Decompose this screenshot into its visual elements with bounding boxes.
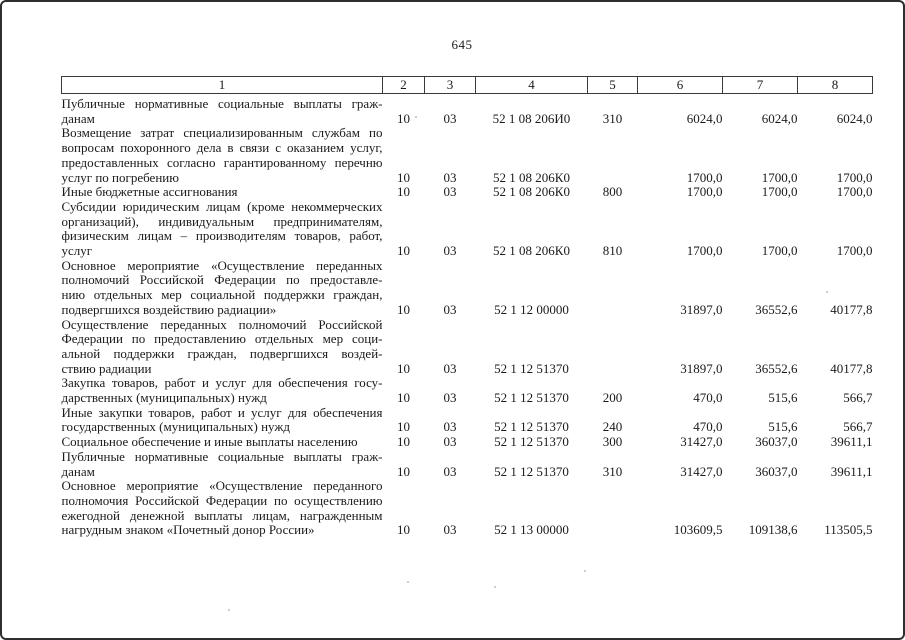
col8-cell: 6024,0	[836, 110, 873, 126]
col5-cell: 310	[602, 110, 623, 126]
column-header-3: 3	[425, 77, 476, 94]
row-title-line: полномочий Российской Федерации по предоставле-	[61, 272, 383, 288]
row-title-line: ежегодной денежной выплаты лицам, награжденным	[61, 507, 383, 523]
column-header-8: 8	[798, 77, 873, 94]
row-title-cell	[62, 94, 383, 127]
row-title-line: Осуществление переданных полномочий Российской	[61, 316, 383, 332]
column-header-6: 6	[638, 77, 723, 94]
column-header-2: 2	[383, 77, 425, 94]
row-title-line: организаций), индивидуальным предпринимателям,	[61, 213, 383, 229]
col7-cell: 1700,0	[761, 184, 798, 200]
row-title-line: полномочия Российской Федерации по осуществлению	[61, 492, 383, 508]
row-title-line: Социальное обеспечение и иные выплаты населению	[61, 434, 358, 450]
col6-cell: 103609,5	[673, 522, 723, 538]
row-title-line: услуг по погребению	[61, 169, 179, 185]
col7-cell: 109138,6	[748, 522, 798, 538]
col2-cell: 10	[397, 463, 410, 479]
row-title-cell	[62, 435, 383, 450]
col4-cell: 52 1 12 00000	[494, 301, 569, 317]
col2-cell: 10	[397, 243, 410, 259]
col8-cell: 39611,1	[830, 463, 873, 479]
column-header-7: 7	[723, 77, 798, 94]
col2-cell: 10	[397, 184, 410, 200]
table-row	[62, 126, 873, 185]
table-row	[62, 185, 873, 200]
row-title-cell	[62, 479, 383, 538]
col7-cell: 36552,6	[755, 360, 798, 376]
row-title-line: альной поддержки граждан, подвергшихся воздей-	[61, 345, 383, 361]
col4-cell: 52 1 08 206К0	[493, 184, 570, 200]
col2-cell: 10	[397, 169, 410, 185]
col8-cell: 1700,0	[836, 169, 873, 185]
col7-cell: 36552,6	[755, 301, 798, 317]
column-header-5: 5	[588, 77, 638, 94]
table-row	[62, 450, 873, 479]
row-title-line: Публичные нормативные социальные выплаты граж-	[61, 448, 383, 464]
row-title-line: Иные закупки товаров, работ и услуг для обеспечения	[61, 404, 383, 420]
col3-cell: 03	[443, 522, 457, 538]
row-title-line: Основное мероприятие «Осуществление переданных	[61, 257, 383, 273]
col4-cell: 52 1 12 51370	[494, 463, 569, 479]
col7-cell: 36037,0	[755, 463, 798, 479]
col2-cell: 10	[397, 434, 410, 450]
table-header	[62, 77, 873, 94]
col2-cell: 10	[397, 419, 410, 435]
col2-cell: 10	[397, 301, 410, 317]
col6-cell: 470,0	[693, 419, 723, 435]
col4-cell: 52 1 13 00000	[494, 522, 569, 538]
col7-cell: 1700,0	[761, 169, 798, 185]
col3-cell: 03	[443, 434, 457, 450]
col5-cell	[588, 479, 638, 538]
row-title-cell	[62, 126, 383, 185]
col4-cell: 52 1 08 206К0	[493, 169, 570, 185]
col4-cell: 52 1 08 206К0	[493, 243, 570, 259]
row-title-cell	[62, 185, 383, 200]
row-title-line: Закупка товаров, работ и услуг для обеспечения госу-	[61, 375, 383, 391]
row-title-cell	[62, 450, 383, 479]
col2-cell: 10	[397, 110, 410, 126]
row-title-cell	[62, 200, 383, 259]
row-title-line: данам	[61, 463, 95, 479]
col6-cell: 31427,0	[680, 463, 723, 479]
row-title-line: Возмещение затрат специализированным службам по	[61, 125, 383, 141]
col8-cell: 1700,0	[836, 243, 873, 259]
row-title-line: Основное мероприятие «Осуществление переданного	[61, 478, 383, 494]
table-row	[62, 259, 873, 318]
col6-cell: 1700,0	[686, 169, 723, 185]
col5-cell: 240	[602, 419, 623, 435]
col3-cell: 03	[443, 169, 457, 185]
col3-cell: 03	[443, 243, 457, 259]
col5-cell: 200	[602, 390, 623, 406]
table-row	[62, 94, 873, 127]
col2-cell: 10	[397, 360, 410, 376]
col6-cell: 1700,0	[686, 184, 723, 200]
col6-cell: 6024,0	[686, 110, 723, 126]
col3-cell: 03	[443, 390, 457, 406]
col7-cell: 36037,0	[755, 434, 798, 450]
col6-cell: 31427,0	[680, 434, 723, 450]
col8-cell: 40177,8	[830, 360, 873, 376]
table-row	[62, 376, 873, 405]
row-title-line: вопросам похоронного дела в связи с оказанием услуг,	[61, 140, 383, 156]
col5-cell: 300	[602, 434, 623, 450]
table-row	[62, 479, 873, 538]
row-title-line: предоставленных согласно гарантированному перечню	[61, 154, 383, 170]
row-title-line: дарственных (муниципальных) нужд	[61, 390, 267, 406]
col8-cell: 113505,5	[824, 522, 873, 538]
col4-cell: 52 1 12 51370	[494, 434, 569, 450]
col3-cell: 03	[443, 110, 457, 126]
table-row	[62, 406, 873, 435]
row-title-cell	[62, 406, 383, 435]
col2-cell: 10	[397, 522, 410, 538]
row-title-line: Федерации по предоставлению отдельных мер соци-	[61, 331, 383, 347]
budget-appropriations-table	[61, 76, 873, 538]
col3-cell: 03	[443, 301, 457, 317]
col6-cell: 470,0	[693, 390, 723, 406]
col6-cell: 31897,0	[680, 360, 723, 376]
row-title-line: ствию радиации	[61, 360, 152, 376]
col8-cell: 1700,0	[836, 184, 873, 200]
col5-cell: 310	[602, 463, 623, 479]
row-title-cell	[62, 318, 383, 377]
col5-cell	[588, 318, 638, 377]
table-row	[62, 200, 873, 259]
scan-speck	[584, 570, 586, 572]
row-title-line: нагрудным знаком «Почетный донор России»	[61, 522, 315, 538]
table-row	[62, 318, 873, 377]
col5-cell: 800	[602, 184, 623, 200]
col5-cell	[588, 259, 638, 318]
col4-cell: 52 1 08 206И0	[492, 110, 571, 126]
scan-speck	[494, 586, 496, 588]
col7-cell: 515,6	[768, 419, 798, 435]
row-title-line: Иные бюджетные ассигнования	[61, 184, 238, 200]
table-body	[62, 94, 873, 539]
scan-speck	[415, 116, 417, 118]
col6-cell: 31897,0	[680, 301, 723, 317]
row-title-line: государственных (муниципальных) нужд	[61, 419, 290, 435]
col8-cell: 39611,1	[830, 434, 873, 450]
col4-cell: 52 1 12 51370	[494, 360, 569, 376]
col7-cell: 1700,0	[761, 243, 798, 259]
col3-cell: 03	[443, 463, 457, 479]
column-number-header-row	[62, 77, 873, 94]
col4-cell: 52 1 12 51370	[494, 390, 569, 406]
row-title-line: Субсидии юридическим лицам (кроме некоммерческих	[61, 198, 383, 214]
col7-cell: 6024,0	[761, 110, 798, 126]
col8-cell: 40177,8	[830, 301, 873, 317]
col8-cell: 566,7	[843, 390, 873, 406]
col6-cell: 1700,0	[686, 243, 723, 259]
col8-cell: 566,7	[843, 419, 873, 435]
row-title-line: нию отдельных мер социальной поддержки граждан,	[61, 287, 383, 303]
row-title-line: данам	[61, 110, 95, 126]
col3-cell: 03	[443, 419, 457, 435]
col7-cell: 515,6	[768, 390, 798, 406]
row-title-line: физическим лицам – производителям товаров, работ,	[61, 228, 383, 244]
col5-cell: 810	[602, 243, 623, 259]
col5-cell	[588, 126, 638, 185]
column-header-4: 4	[476, 77, 588, 94]
page-number: 645	[451, 37, 473, 52]
row-title-cell	[62, 259, 383, 318]
col4-cell: 52 1 12 51370	[494, 419, 569, 435]
table-row	[62, 435, 873, 450]
col3-cell: 03	[443, 184, 457, 200]
column-header-1: 1	[62, 77, 383, 94]
scan-speck	[826, 291, 828, 293]
row-title-line: подвергшихся воздействию радиации»	[61, 301, 277, 317]
row-title-line: Публичные нормативные социальные выплаты граж-	[61, 96, 383, 111]
col3-cell: 03	[443, 360, 457, 376]
scan-speck	[407, 581, 409, 583]
col2-cell: 10	[397, 390, 410, 406]
scan-speck	[228, 609, 230, 611]
row-title-cell	[62, 376, 383, 405]
row-title-line: услуг	[61, 243, 93, 259]
